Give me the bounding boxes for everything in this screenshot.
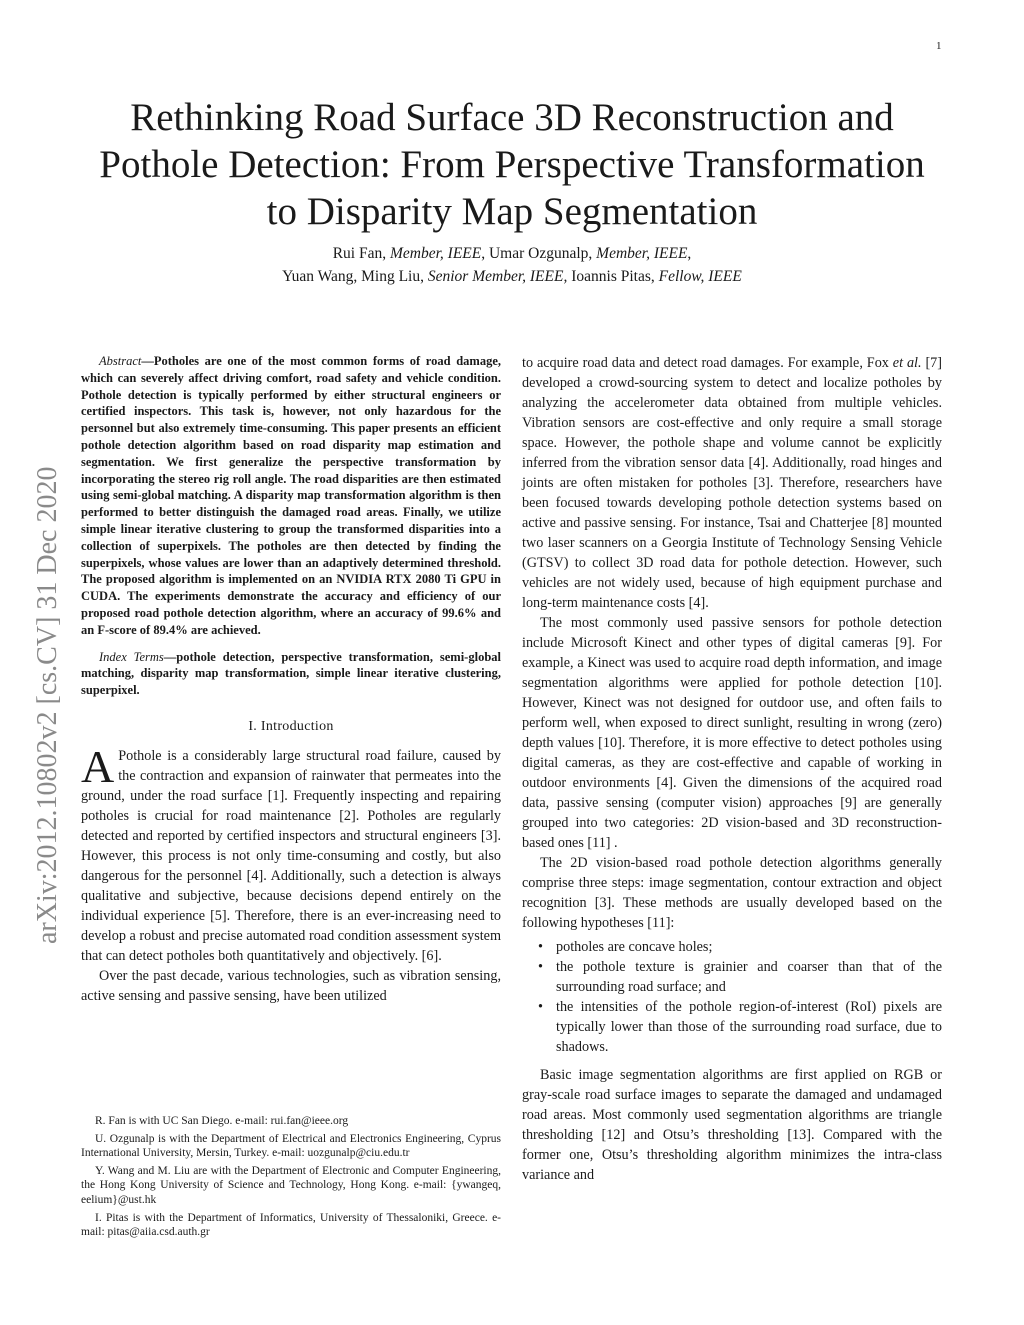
- abstract-label: Abstract: [99, 354, 142, 368]
- body-paragraph: to acquire road data and detect road damages. For example, Fox et al. [7] developed a crowd-sourcing system to detect and localize potholes by analyzing the accelerometer data obtained from multiple vehicles. Vibration sensors are cost-effective and only require a small storage space. However, the pothole shape and volume cannot be explicitly inferred from the vibration sensor data [4]. Additionally, road hinges and joints are often mistaken for potholes [3]. Therefore, researchers have been focused towards developing pothole detection systems based on active and passive sensing. For instance, Tsai and Chatterjee [8] mounted two laser scanners on a Georgia Institute of Technology Sensing Vehicle (GTSV) to collect 3D road data for pothole detection. However, such vehicles are not widely used, because of high equipment purchase and long-term maintenance costs [4].: [522, 355, 942, 611]
- index-terms-text: —pothole detection, perspective transformation, semi-global matching, disparity map transformation, simple linear iterative clustering, superpixel.: [81, 649, 501, 698]
- drop-cap: A: [81, 740, 115, 792]
- abstract-text: —Potholes are one of the most common forms of road damage, which can severely affect driving comfort, road safety and vehicle condition. Pothole detection is typically performed by either structural engineers or certified inspectors. This task is, however, not only hazardous for the personnel but also extremely time-consuming. This paper presents an efficient pothole detection algorithm based on road disparity map estimation and segmentation. We first generalize the perspective transformation by incorporating the stereo rig roll angle. The road disparities are then estimated using semi-global matching. A disparity map transformation algorithm is then performed to better distinguish the damaged road areas. Finally, we utilize simple linear iterative clustering to group the transformed disparities into a collection of superpixels. The potholes are then detected by finding the superpixels, whose values are lower than an adaptively determined threshold. The proposed algorithm is implemented on an NVIDIA RTX 2080 Ti GPU in CUDA. The experiments demonstrate the accuracy and efficiency of our proposed road pothole detection algorithm, where an accuracy of 99.6% and an F-score of 89.4% are achieved.: [81, 354, 501, 637]
- page-number: 1: [936, 40, 942, 52]
- title-line: Pothole Detection: From Perspective Transformation: [99, 143, 925, 186]
- abstract: [81, 353, 501, 639]
- footnote: Y. Wang and M. Liu are with the Department of Electronic and Computer Engineering, the Hong Kong University of Science and Technology, Hong Kong. e-mail: {ywangeq, eelium}@ust.hk: [81, 1164, 501, 1206]
- paper-title: [0, 94, 1024, 235]
- left-column: [81, 353, 501, 1006]
- footnote: I. Pitas is with the Department of Informatics, University of Thessaloniki, Greece. e-mail: pitas@aiia.csd.auth.gr: [81, 1211, 501, 1239]
- arxiv-stamp: arXiv:2012.10802v2 [cs.CV] 31 Dec 2020: [32, 466, 63, 944]
- list-item: • the pothole texture is grainier and coarser than that of the surrounding road surface; and: [556, 957, 942, 997]
- list-item: • potholes are concave holes;: [556, 937, 942, 957]
- footnote: R. Fan is with UC San Diego. e-mail: rui.fan@ieee.org: [95, 1115, 349, 1127]
- author-line-1: Rui Fan, Member, IEEE, Umar Ozgunalp, Member, IEEE,: [332, 245, 692, 262]
- section-heading: I. Introduction: [248, 718, 334, 734]
- intro-paragraph: A Pothole is a considerably large structural road failure, caused by the contraction and expansion of rainwater that permeates into the ground, under the road surface [1]. Frequently inspecting and repairing potholes is crucial for road maintenance [2]. Potholes are regularly detected and reported by certified inspectors and structural engineers [3]. However, this process is not only time-consuming and costly, but also dangerous for the personnel [4]. Additionally, such a detection is always qualitative and subjective, because decisions depend entirely on the individual experience [5]. Therefore, there is an ever-increasing need to develop a robust and precise automated road condition assessment system that can detect potholes both quantitatively and objectively. [6].: [81, 740, 501, 964]
- title-line: Rethinking Road Surface 3D Reconstruction and: [130, 96, 894, 139]
- author-line-2: Yuan Wang, Ming Liu, Senior Member, IEEE, Ioannis Pitas, Fellow, IEEE: [282, 268, 742, 285]
- hypothesis-list: [522, 937, 942, 1057]
- author-list: [0, 242, 1024, 288]
- body-paragraph: The most commonly used passive sensors for pothole detection include Microsoft Kinect and other types of digital cameras [9]. For example, a Kinect was used to acquire road depth information, and image segmentation algorithms were applied for pothole detection [10]. However, Kinect was not designed for outdoor use, and often fails to perform well, when exposed to direct sunlight, resulting in wrong (zero) depth values [10]. Therefore, it is more effective to detect potholes using digital cameras, as they are cost-effective and capable of working in outdoor environments [4]. Given the dimensions of the acquired road data, passive sensing (computer vision) approaches [9] are generally grouped into two categories: 2D vision-based and 3D reconstruction-based ones [11] .: [522, 615, 942, 851]
- title-line: to Disparity Map Segmentation: [266, 190, 758, 233]
- index-terms-label: Index Terms: [99, 649, 164, 664]
- body-paragraph: Basic image segmentation algorithms are first applied on RGB or gray-scale road surface images to separate the damaged and undamaged road areas. Most commonly used segmentation algorithms are triangle thresholding [12] and Otsu’s thresholding [13]. Compared with the former one, Otsu’s thresholding algorithm minimizes the intra-class variance and: [522, 1067, 942, 1183]
- body-paragraph: The 2D vision-based road pothole detection algorithms generally comprise three steps: image segmentation, contour extraction and object recognition [3]. These methods are usually developed based on the following hypotheses [11]:: [522, 855, 942, 931]
- right-column: [522, 353, 942, 1185]
- list-item: • the intensities of the pothole region-of-interest (RoI) pixels are typically lower than those of the surrounding road surface, due to shadows.: [556, 997, 942, 1057]
- footnotes: [81, 1114, 501, 1243]
- footnote: U. Ozgunalp is with the Department of Electrical and Electronics Engineering, Cyprus International University, Mersin, Turkey. e-mail: uozgunalp@ciu.edu.tr: [81, 1132, 501, 1160]
- index-terms: [81, 649, 501, 699]
- intro-paragraph-2: Over the past decade, various technologies, such as vibration sensing, active sensing and passive sensing, have been utilized: [81, 967, 501, 1004]
